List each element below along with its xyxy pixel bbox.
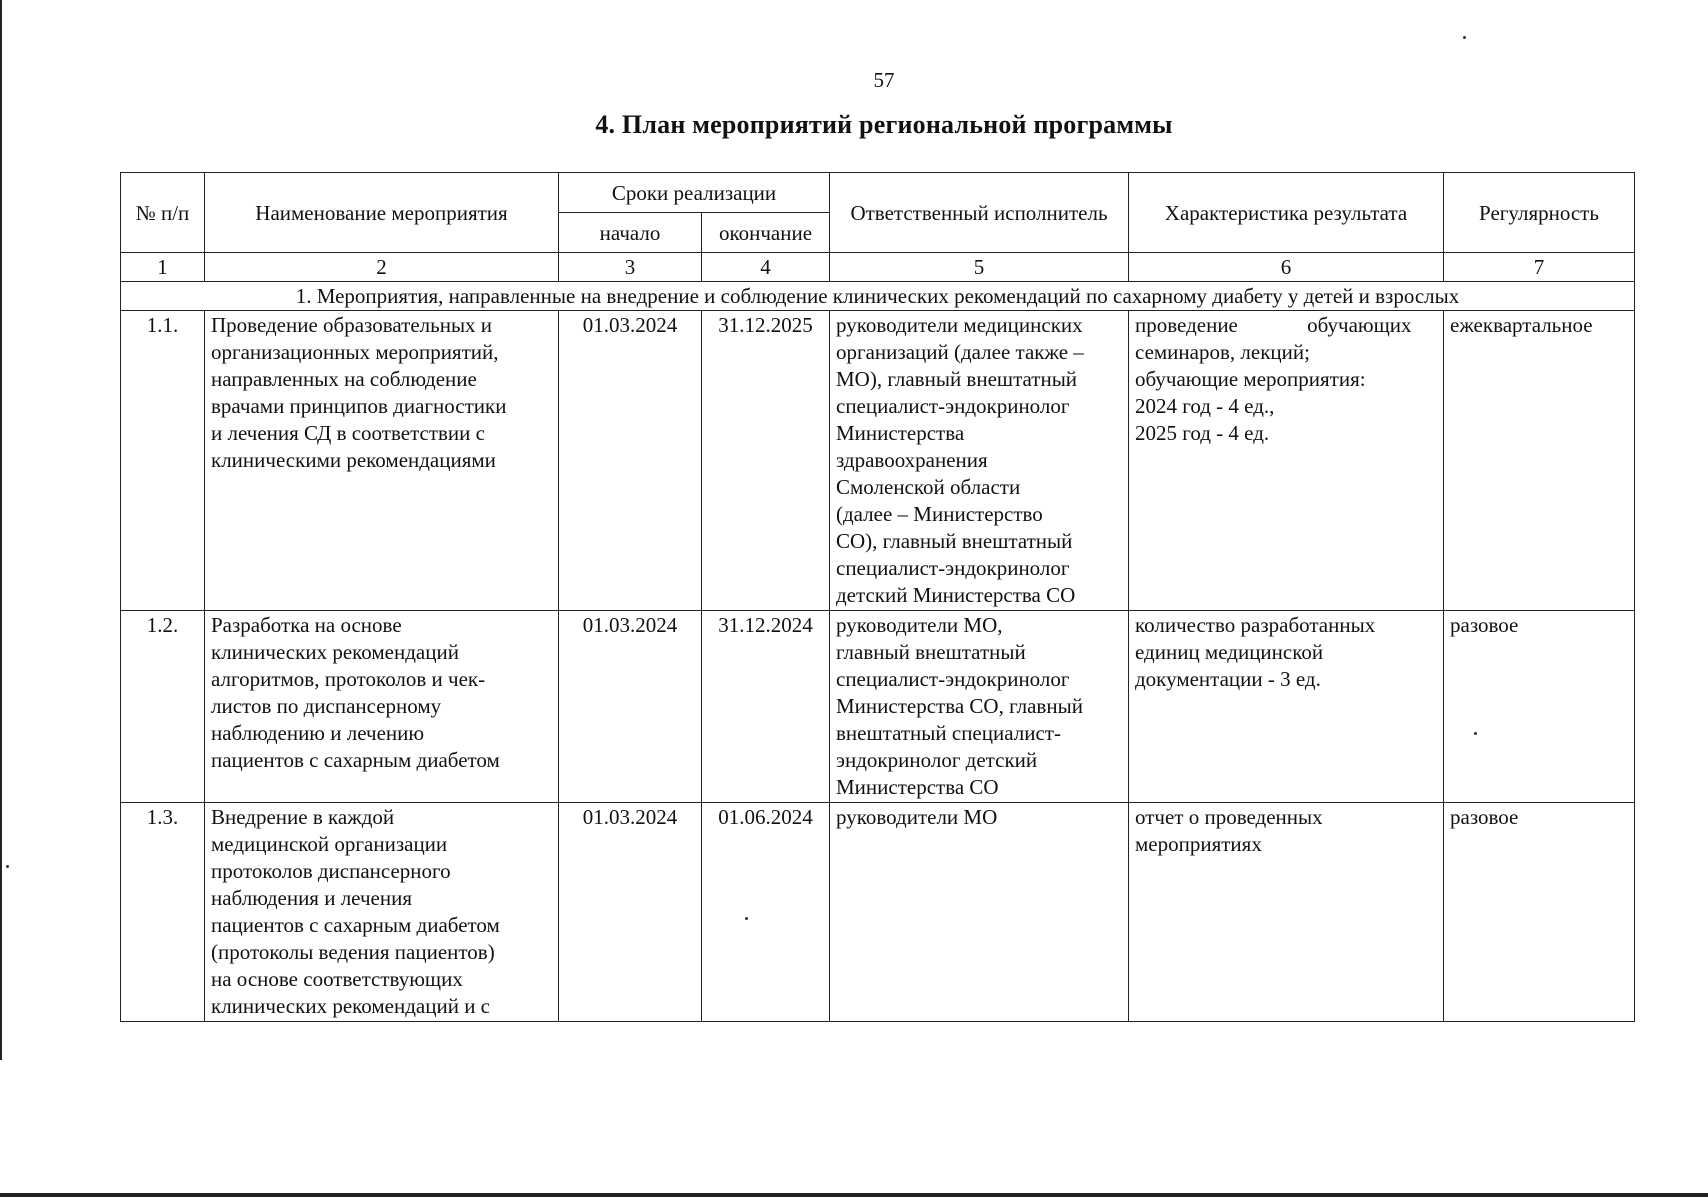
text-line: наблюдению и лечению [211,721,425,745]
text-line: листов по диспансерному [211,694,442,718]
row-start: 01.03.2024 [559,611,702,803]
row-responsible [830,611,1129,803]
text-line: Внедрение в каждой [211,805,395,829]
row-regularity: разовое [1444,611,1635,803]
text-line: алгоритмов, протоколов и чек- [211,667,486,691]
text-line: клиническими рекомендациями [211,448,496,472]
row-end: 31.12.2024 [702,611,830,803]
text-line: Министерства СО, главный [836,694,1083,718]
text-line: проведение обучающих [1135,313,1412,337]
text-line: направленных на соблюдение [211,367,477,391]
column-number: 5 [830,253,1129,282]
table-row [121,611,1635,803]
text-line: организационных мероприятий, [211,340,499,364]
text-line: (далее – Министерство [836,502,1043,526]
row-name [205,803,559,1022]
section-title: 1. Мероприятия, направленные на внедрение и соблюдение клинических рекомендаций по сахарному диабету у детей и взрослых [121,282,1635,311]
column-number: 3 [559,253,702,282]
text-line: Смоленской области [836,475,1021,499]
header-num: № п/п [121,173,205,253]
text-line: документации - 3 ед. [1135,667,1321,691]
row-regularity: ежеквартальное [1444,311,1635,611]
row-num: 1.3. [121,803,205,1022]
text-line: количество разработанных [1135,613,1376,637]
text-line: наблюдения и лечения [211,886,412,910]
row-responsible [830,803,1129,1022]
row-regularity: разовое [1444,803,1635,1022]
text-line: (протоколы ведения пациентов) [211,940,495,964]
column-number: 2 [205,253,559,282]
column-number: 1 [121,253,205,282]
text-line: протоколов диспансерного [211,859,451,883]
text-line: руководители медицинских [836,313,1083,337]
text-line: Проведение образовательных и [211,313,493,337]
header-terms: Сроки реализации [559,173,830,213]
header-name: Наименование мероприятия [205,173,559,253]
text-line: медицинской организации [211,832,448,856]
text-line: на основе соответствующих [211,967,463,991]
text-line: эндокринолог детский [836,748,1038,772]
row-start: 01.03.2024 [559,803,702,1022]
text-line: организаций (далее также – [836,340,1084,364]
page-title: 4. План мероприятий региональной программы [595,110,1173,139]
column-number-row [121,253,1635,282]
text-line: СО), главный внештатный [836,529,1073,553]
row-name [205,311,559,611]
row-name [205,611,559,803]
row-num: 1.2. [121,611,205,803]
text-line: специалист-эндокринолог [836,394,1070,418]
text-line: здравоохранения [836,448,988,472]
header-end: окончание [702,213,830,253]
text-line: руководители МО [836,805,998,829]
text-line: специалист-эндокринолог [836,667,1070,691]
table-row [121,803,1635,1022]
text-line: и лечения СД в соответствии с [211,421,485,445]
scan-speck [6,865,9,868]
text-line: отчет о проведенных [1135,805,1323,829]
text-line: пациентов с сахарным диабетом [211,748,500,772]
text-line: детский Министерства СО [836,583,1076,607]
header-regularity: Регулярность [1444,173,1635,253]
header-start: начало [559,213,702,253]
text-line: руководители МО, [836,613,1003,637]
column-number: 4 [702,253,830,282]
text-line: специалист-эндокринолог [836,556,1070,580]
section-row [121,282,1635,311]
row-result [1129,611,1444,803]
text-line: 2025 год - 4 ед. [1135,421,1270,445]
text-line: врачами принципов диагностики [211,394,507,418]
row-end: 31.12.2025 [702,311,830,611]
scan-edge-left [0,0,2,1060]
table-row [121,311,1635,611]
plan-table [120,172,1635,1022]
column-number: 7 [1444,253,1635,282]
text-line: Министерства СО [836,775,999,799]
text-line: семинаров, лекций; [1135,340,1310,364]
text-line: единиц медицинской [1135,640,1324,664]
header-row [121,173,1635,213]
header-responsible: Ответственный исполнитель [830,173,1129,253]
row-end: 01.06.2024 [702,803,830,1022]
row-result [1129,803,1444,1022]
text-line: 2024 год - 4 ед., [1135,394,1275,418]
text-line: Разработка на основе [211,613,402,637]
text-line: МО), главный внештатный [836,367,1078,391]
scan-edge-bottom [0,1193,1708,1197]
header-result: Характеристика результата [1129,173,1444,253]
column-number: 6 [1129,253,1444,282]
scan-speck [1463,36,1466,39]
row-start: 01.03.2024 [559,311,702,611]
text-line: обучающие мероприятия: [1135,367,1366,391]
row-result [1129,311,1444,611]
text-line: клинических рекомендаций и с [211,994,490,1018]
page-number: 57 [873,68,895,92]
text-line: пациентов с сахарным диабетом [211,913,500,937]
text-line: мероприятиях [1135,832,1262,856]
text-line: клинических рекомендаций [211,640,459,664]
row-num: 1.1. [121,311,205,611]
text-line: Министерства [836,421,965,445]
text-line: внештатный специалист- [836,721,1061,745]
text-line: главный внештатный [836,640,1026,664]
row-responsible [830,311,1129,611]
